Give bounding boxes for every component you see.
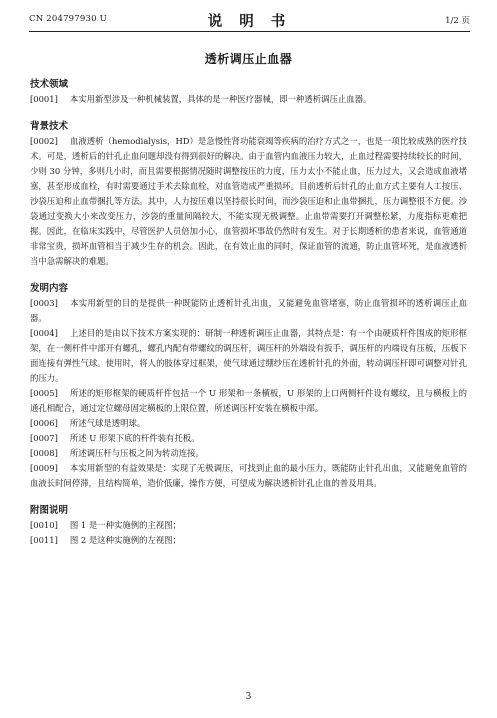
- paragraph-number: [0007]: [30, 433, 58, 443]
- document-type: 说 明 书: [207, 13, 292, 30]
- paragraph-number: [0001]: [30, 94, 58, 104]
- header-rule: [29, 31, 470, 32]
- paragraph-text: 本实用新型涉及一种机械装置，具体的是一种医疗器械，即一种透析调压止血器。: [69, 94, 372, 104]
- section-heading-drawings: 附图说明: [30, 505, 69, 516]
- paragraph-text: 图 1 是一种实施例的主视图；: [69, 520, 182, 530]
- paragraph: [30, 296, 467, 326]
- section-heading-summary: 发明内容: [30, 283, 69, 294]
- paragraph-number: [0003]: [30, 298, 58, 308]
- paragraph-text: 图 2 是这种实施例的左视图；: [69, 535, 182, 545]
- paragraph: [30, 386, 467, 416]
- section-heading-background: 背景技术: [30, 121, 69, 132]
- page-indicator: 1/2 页: [445, 16, 470, 26]
- paragraph-number: [0010]: [30, 520, 58, 530]
- paragraph-number: [0009]: [30, 463, 58, 473]
- page-number: 3: [245, 692, 252, 702]
- paragraph-text: 本实用新型的有益效果是：实现了无极调压，可找到止血的最小压力，既能防止针孔出血，又能避免血管的血液长时间停滞，且结构简单，造价低廉，操作方便，可望成为解决透析针孔止血的普及用具。: [30, 463, 467, 488]
- paragraph-number: [0011]: [30, 535, 58, 545]
- paragraph: [30, 431, 467, 446]
- paragraph: [30, 533, 467, 548]
- paragraph: [30, 518, 467, 533]
- paragraph-text: 上述目的是由以下技术方案实现的：研制一种透析调压止血器，其特点是：有一个由硬质杆件围成的矩形框架，在一侧杆件中部开有螺孔，螺孔内配有带螺纹的调压杆，调压杆的外端设有扳手，调压杆的内端设有压板，压板下面连接有弹性气球。使用时，将人的肢体穿过框架，使气球通过绷纱压在透析针孔的外面，转动调压杆即可调整对针孔的压力。: [30, 328, 467, 383]
- paragraph-number: [0008]: [30, 448, 58, 458]
- paragraph-text: 所述的矩形框架的硬质杆件包括一个 U 形架和一条横板，U 形架的上口两侧杆件设有螺纹，且与横板上的通孔相配合，通过定位螺母固定横板的上限位置，所述调压杆安装在横板中部。: [30, 388, 467, 413]
- paragraph-text: 本实用新型的目的是提供一种既能防止透析针孔出血，又能避免血管堵塞，防止血管损坏的透析调压止血器。: [30, 298, 467, 323]
- paragraph-text: 所述调压杆与压板之间为转动连接。: [69, 448, 204, 458]
- paragraph-number: [0006]: [30, 418, 58, 428]
- document-title: 透析调压止血器: [204, 52, 293, 66]
- paragraph: [30, 461, 467, 491]
- paragraph-number: [0004]: [30, 328, 58, 338]
- paragraph-text: 血液透析（hemodialysis，HD）是急慢性肾功能衰竭等疾病的治疗方式之一，也是一项比较成熟的医疗技术。可是，透析后的针孔止血问题却没有得到很好的解决。由于血管内血液压力较大，止血过程需要持续较长的时间，少则 30 分钟，多则几小时，而且需要根据情况随时调整按压的力度，压力太小不能止血，压力过大，又会造成血液堵塞，甚至形成血栓，有时需要通过手术去除血栓，对血管造成严重损坏。目前透析后针孔的止血方式主要有人工按压、沙袋压迫和止血带捆扎等方法。其中，人力按压难以坚持很长时间，而沙袋压迫和止血带捆扎，压力调整很不方便。沙袋通过变换大小来改变压力，沙袋的重量间隔较大，不能实现无极调整。止血带需要打开调整松紧，力度指标更难把握。因此，在临床实践中，尽管医护人员倍加小心，血管损坏事故仍然时有发生。对于长期透析的患者来说，血管通道非常宝贵，损坏血管相当于减少生存的机会。因此，在有效止血的同时，保证血管的流通，防止血管坏死，是血液透析当中急需解决的难题。: [30, 136, 467, 266]
- paragraph-number: [0005]: [30, 388, 58, 398]
- document-body: [30, 78, 467, 548]
- paragraph: [30, 446, 467, 461]
- paragraph: [30, 326, 467, 386]
- paragraph-text: 所述气球是透明球。: [69, 418, 146, 428]
- section-heading-technical-field: 技术领域: [30, 79, 69, 90]
- document-number: CN 204797930 U: [29, 14, 107, 24]
- paragraph: [30, 92, 467, 107]
- paragraph-text: 所述 U 形架下底的杆件装有托板。: [69, 433, 200, 443]
- page-header: [29, 10, 470, 30]
- paragraph: [30, 416, 467, 431]
- paragraph-number: [0002]: [30, 136, 58, 146]
- paragraph: [30, 134, 467, 269]
